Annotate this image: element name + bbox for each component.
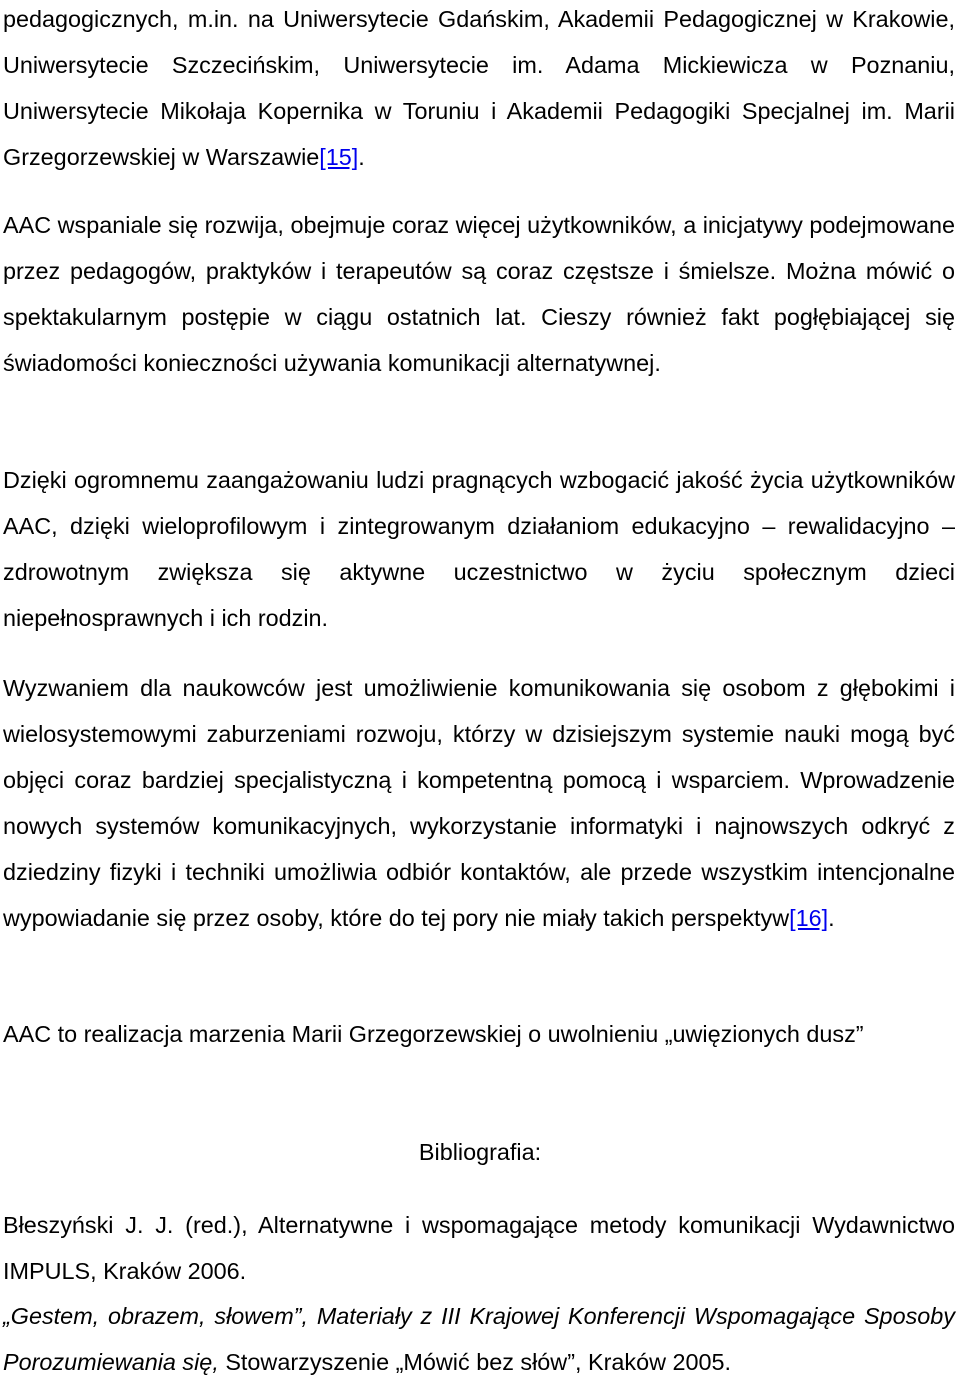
paragraph-challenge-text: Wyzwaniem dla naukowców jest umożliwienie komunikowania się osobom z głębokimi i wielosystemowymi zaburzeniami rozwoju, którzy w dzisiejszym systemie nauki mogą być objęci coraz bardziej specjalistyczną i kompetentną pomocą i wsparciem. Wprowadzenie nowych systemów komunikacyjnych, wykorzystanie informatyki i najnowszych odkryć z dziedziny fizyki i techniki umożliwia odbiór kontaktów, ale przede wszystkim intencjonalne wypowiadanie się przez osoby, które do tej pory nie miały takich perspektyw bbox=[3, 675, 955, 931]
bibliography-entry-1: Błeszyński J. J. (red.), Alternatywne i wspomagające metody komunikacji Wydawnictwo IMPULS, Kraków 2006. bbox=[3, 1212, 955, 1284]
paragraph-dream: AAC to realizacja marzenia Marii Grzegorzewskiej o uwolnieniu „uwięzionych dusz” bbox=[3, 1021, 864, 1047]
paragraph-aac-growth: AAC wspaniale się rozwija, obejmuje coraz więcej użytkowników, a inicjatywy podejmowane przez pedagogów, praktyków i terapeutów są coraz częstsze i śmielsze. Można mówić o spektakularnym postępie w ciągu ostatnich lat. Cieszy również fakt pogłębiającej się świadomości konieczności używania komunikacji alternatywnej. bbox=[3, 212, 955, 376]
paragraph-challenge-tail: . bbox=[828, 905, 835, 931]
footnote-link-15[interactable]: [15] bbox=[319, 144, 359, 170]
paragraph-universities-tail: . bbox=[358, 144, 365, 170]
paragraph-challenge bbox=[3, 665, 955, 941]
paragraph-universities-text: pedagogicznych, m.in. na Uniwersytecie Gdańskim, Akademii Pedagogicznej w Krakowie, Uniwersytecie Szczecińskim, Uniwersytecie im. Adama Mickiewicza w Poznaniu, Uniwersytecie Mikołaja Kopernika w Toruniu i Akademii Pedagogiki Specjalnej im. Marii Grzegorzewskiej w Warszawie bbox=[3, 6, 955, 170]
footnote-link-16[interactable]: [16] bbox=[789, 905, 829, 931]
bibliography-entry-2-title: „Gestem, obrazem, słowem”, Materiały z III Krajowej Konferencji Wspomagające Sposoby Porozumiewania się, bbox=[3, 1303, 955, 1375]
bibliography-heading: Bibliografia: bbox=[418, 1139, 542, 1165]
bibliography-entry-2-publisher: Stowarzyszenie „Mówić bez słów”, Kraków 2005. bbox=[218, 1349, 732, 1375]
paragraph-engagement: Dzięki ogromnemu zaangażowaniu ludzi pragnących wzbogacić jakość życia użytkowników AAC, dzięki wieloprofilowym i zintegrowanym działaniom edukacyjno – rewalidacyjno – zdrowotnym zwiększa się aktywne uczestnictwo w życiu społecznym dzieci niepełnosprawnych i ich rodzin. bbox=[3, 467, 955, 631]
bibliography-entry-2 bbox=[3, 1293, 955, 1385]
paragraph-universities bbox=[3, 0, 955, 180]
